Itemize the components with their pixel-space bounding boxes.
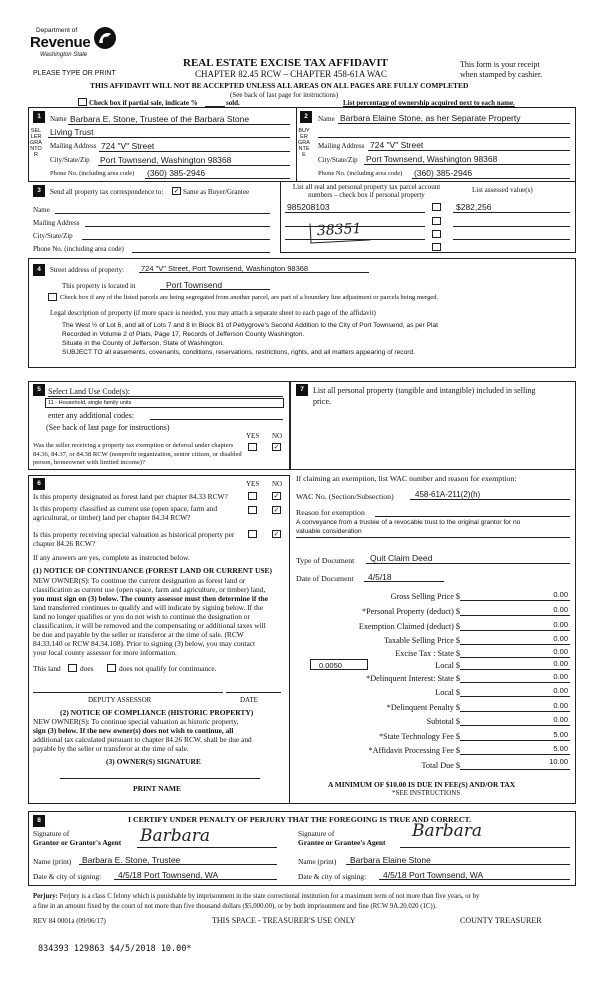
form-subtitle: CHAPTER 82.45 RCW – CHAPTER 458-61A WAC	[195, 69, 387, 79]
forest-q1-yes[interactable]	[248, 492, 257, 500]
fee-local-label: Local $	[435, 661, 460, 670]
buyer-phone-line	[412, 178, 570, 179]
does-not-label: does not qualify for continuance.	[119, 664, 217, 673]
fee-technology-label: *State Technology Fee $	[379, 732, 460, 741]
does-qualify-checkbox[interactable]	[68, 664, 77, 672]
grantee-date-label: Date & city of signing:	[298, 872, 367, 881]
perjury-text-1: Perjury is a class C felony which is punishable by imprisonment in the state correctional institution for a maximum term of not more than five years, or by	[57, 893, 480, 900]
seller-name-line-1	[68, 124, 290, 125]
parcel-number-1[interactable]: 985208103	[287, 202, 330, 212]
assessed-line-4	[453, 252, 570, 253]
wac-number[interactable]: 458-61A-211(2)(h)	[415, 490, 481, 499]
continuance-5: land no longer qualifies or you do not wish to continue the designation or	[33, 612, 250, 621]
property-street[interactable]: 724 "V" Street, Port Townsend, Washington 98368	[141, 264, 309, 273]
land-use-selected: 11 - Household, single family units	[48, 400, 132, 406]
buyer-side-label	[298, 128, 310, 178]
ownership-note: List percentage of ownership acquired next to each name.	[343, 99, 515, 107]
section-2-number: 2	[300, 111, 312, 123]
fee-processing-line	[460, 754, 570, 755]
forest-q1-no[interactable]: ✓	[273, 492, 280, 500]
seller-side-label	[30, 128, 42, 178]
doc-type[interactable]: Quit Claim Deed	[370, 553, 433, 563]
seller-mailing[interactable]: 724 "V" Street	[101, 141, 155, 151]
corr-phone-line	[132, 252, 270, 253]
grantee-sig-label-1: Signature of	[298, 829, 335, 838]
fee-exemption-line	[460, 630, 570, 631]
fee-penalty-line	[460, 711, 570, 712]
form-title: REAL ESTATE EXCISE TAX AFFIDAVIT	[183, 57, 388, 69]
compliance-2: sign (3) below. If the new owner(s) does not wish to continue, all	[33, 726, 234, 735]
fee-taxable-line	[460, 644, 570, 645]
fee-local-value[interactable]: 0.00	[553, 659, 568, 668]
parties-divider	[296, 107, 297, 182]
land-use-label-underline	[48, 396, 283, 397]
fee-personal-label: *Personal Property (deduct) $	[362, 607, 460, 616]
grantor-signature[interactable]: Barbara	[140, 826, 211, 846]
fee-state-value[interactable]: 0.00	[553, 647, 568, 656]
seller-name-2[interactable]: Living Trust	[50, 127, 94, 137]
wac-label: WAC No. (Section/Subsection)	[296, 492, 394, 501]
partial-sale-sold: sold.	[226, 99, 240, 107]
grantor-name[interactable]: Barbara E. Stone, Trustee	[82, 855, 181, 865]
exemption-no-checkbox[interactable]: ✓	[273, 443, 280, 451]
fee-exemption-label: Exemption Claimed (deduct) $	[358, 622, 460, 631]
corr-phone-label: Phone No. (including area code)	[33, 245, 124, 253]
fee-interest-state-label: *Delinquent Interest: State $	[366, 674, 460, 683]
continuance-3: you must sign on (3) below. The county assessor must then determine if the	[33, 594, 269, 603]
grantee-name-label: Name (print)	[298, 857, 337, 866]
corr-name-label: Name	[33, 206, 50, 214]
deputy-assessor-line	[33, 692, 223, 693]
treasurer-space-label: THIS SPACE - TREASURER'S USE ONLY	[212, 916, 356, 925]
fee-technology-line	[460, 740, 570, 741]
forest-q2-no[interactable]: ✓	[273, 506, 280, 514]
fee-subtotal-label: Subtotal $	[426, 717, 460, 726]
partial-sale-checkbox[interactable]	[78, 98, 87, 106]
handwritten-number-text: 38351	[316, 220, 362, 240]
grantee-name-line	[346, 864, 570, 865]
fee-interest-local-label: Local $	[435, 688, 460, 697]
forest-if-any: If any answers are yes, complete as instructed below.	[33, 553, 190, 562]
forest-yes: YES	[246, 480, 260, 488]
handwritten-number	[310, 220, 371, 243]
continuance-4: land transferred continues to qualify and will indicate by signing below. If the	[33, 603, 264, 612]
seller-name-1[interactable]: Barbara E. Stone, Trustee of the Barbara Stone	[70, 114, 250, 124]
buyer-mailing-label: Mailing Address	[318, 142, 365, 150]
doc-type-line	[366, 563, 570, 564]
continuance-6: classification, it will be removed and the compensating or additional taxes will	[33, 621, 266, 630]
grantor-sig-line	[137, 847, 277, 848]
buyer-mailing-line	[368, 150, 570, 151]
seller-phone-label: Phone No. (including area code)	[50, 170, 135, 177]
grantor-date-label: Date & city of signing:	[33, 872, 102, 881]
parcel-line-1	[285, 212, 425, 213]
assessor-date-line	[226, 692, 281, 693]
fee-total-line	[460, 769, 570, 770]
reason-text-2: valuable consideration	[296, 528, 362, 535]
deputy-assessor-label: DEPUTY ASSESSOR	[88, 696, 152, 704]
corr-mailing-line	[85, 226, 270, 227]
fee-subtotal-line	[460, 725, 570, 726]
section-1-number: 1	[33, 111, 45, 123]
assessed-line-3	[453, 239, 570, 240]
county-treasurer-label: COUNTY TREASURER	[460, 916, 542, 925]
fee-interest-local-line	[460, 696, 570, 697]
parcel-3-personal-checkbox[interactable]	[432, 230, 441, 238]
buyer-phone-label: Phone No. (including area code)	[318, 170, 403, 177]
buyer-name-label: Name	[318, 115, 335, 123]
exemption-claim-label: If claiming an exemption, list WAC number and reason for exemption:	[296, 474, 517, 483]
buyer-city-line	[364, 164, 570, 165]
legal-description-3: Situate in the County of Jefferson, State of Washington.	[62, 340, 225, 347]
land-use-select[interactable]	[45, 398, 284, 408]
compliance-1: NEW OWNER(S): To continue special valuation as historic property,	[33, 717, 239, 726]
seller-city-label: City/State/Zip	[50, 156, 90, 164]
seller-mailing-line	[99, 151, 290, 152]
property-street-line	[139, 272, 369, 273]
perjury-label: Perjury:	[33, 893, 58, 900]
buyer-city-label: City/State/Zip	[318, 156, 358, 164]
perjury-text-2: a fine in an amount fixed by the court of not more than five thousand dollars ($5,000.00), or by both imprisonment and fine (RCW 9A.20.020 (1C)).	[33, 903, 437, 910]
grantor-sig-label-1: Signature of	[33, 829, 70, 838]
fee-subtotal-value[interactable]: 0.00	[553, 715, 568, 724]
forest-no: NO	[272, 480, 283, 488]
local-rate: 0.0050	[319, 661, 342, 670]
grantor-date-line	[114, 879, 277, 880]
fee-penalty-label: *Delinquent Penalty $	[386, 703, 460, 712]
legal-description-label: Legal description of property (if more space is needed, you may attach a separate sheet to each page of the affidavit)	[50, 309, 376, 317]
corr-name-line	[55, 213, 270, 214]
assessed-line-1	[453, 212, 570, 213]
assessor-date-label: DATE	[240, 696, 258, 704]
grantee-sig-line	[400, 847, 570, 848]
section-3-number: 3	[33, 185, 45, 197]
doc-date-label: Date of Document	[296, 574, 354, 583]
forest-q2: Is this property classified as current use (open space, farm and agricultural, or timber) land per chapter 84.34 RCW?	[33, 504, 218, 522]
fee-personal-value[interactable]: 0.00	[553, 605, 568, 614]
exemption-question: Was the seller receiving a property tax exemption or deferral under chapters 84.36, 84.37, or 84.38 RCW (nonprofit organization, senior citizen, or disabled person, homeowner with limited income)?	[33, 442, 242, 466]
buyer-name-line-1	[338, 123, 570, 124]
see-back-note: (See back of last page for instructions)	[230, 91, 339, 99]
continuance-2: classification as current use (open space, farm and agriculture, or timber) land,	[33, 585, 266, 594]
grantee-date-line	[379, 879, 570, 880]
parcel-2-personal-checkbox[interactable]	[432, 217, 441, 225]
legal-description-2: Recorded in Volume 2 of Plats, Page 17, Records of Jefferson County Washington.	[62, 331, 305, 338]
send-correspondence-label: Send all property tax correspondence to:	[50, 188, 164, 196]
buyer-name-line-2	[318, 137, 570, 138]
parcels-header: List all real and personal property tax parcel account numbers – check box if personal property	[292, 183, 441, 199]
fee-state-label: Excise Tax : State $	[395, 649, 460, 658]
certify-statement: I CERTIFY UNDER PENALTY OF PERJURY THAT THE FOREGOING IS TRUE AND CORRECT.	[128, 815, 472, 824]
fee-taxable-label: Taxable Selling Price $	[383, 636, 460, 645]
print-name-label: PRINT NAME	[133, 784, 181, 793]
grantor-name-label: Name (print)	[33, 857, 72, 866]
buyer-name-1[interactable]: Barbara Elaine Stone, as her Separate Property	[340, 113, 521, 123]
assessed-value-1[interactable]: $282,256	[456, 202, 492, 212]
form-revision: REV 84 0001a (09/06/17)	[33, 917, 106, 925]
segregated-checkbox[interactable]	[48, 293, 57, 301]
owner-signature-line	[60, 778, 260, 779]
fee-personal-line	[460, 615, 570, 616]
seller-phone-line	[145, 178, 290, 179]
please-type-note: PLEASE TYPE OR PRINT	[33, 70, 116, 77]
located-label: This property is located in	[62, 282, 136, 290]
parcel-line-4	[285, 252, 425, 253]
owner-signature-label: (3) OWNER(S) SIGNATURE	[106, 757, 201, 766]
compliance-title: (2) NOTICE OF COMPLIANCE (HISTORIC PROPERTY)	[60, 708, 254, 717]
doc-date[interactable]: 4/5/18	[368, 572, 392, 582]
land-use-label: Select Land Use Code(s):	[48, 387, 130, 396]
agency-line-1: Department of	[36, 27, 78, 34]
fee-interest-local-value[interactable]: 0.00	[553, 686, 568, 695]
same-as-buyer-label: Same as Buyer/Grantee	[183, 188, 250, 196]
land-use-no: NO	[272, 432, 283, 440]
legal-description-1: The West ½ of Lot 6, and all of Lots 7 and 8 in Block 81 of Pettygrove's Second Addition to the City of Port Townsend, as per Plat	[62, 322, 438, 329]
fee-total-value[interactable]: 10.00	[549, 757, 568, 766]
fee-exemption-value[interactable]: 0.00	[553, 620, 568, 629]
parcel-line-3	[285, 239, 425, 240]
personal-property-text-1: List all personal property (tangible and intangible) included in selling	[313, 386, 536, 395]
this-land-label: This land	[33, 664, 61, 673]
fee-processing-value[interactable]: 5.00	[553, 744, 568, 753]
forest-q1: Is this property designated as forest land per chapter 84.33 RCW?	[33, 492, 228, 501]
parcel-4-personal-checkbox[interactable]	[432, 243, 441, 251]
reason-line	[375, 516, 570, 517]
grantee-signature[interactable]: Barbara	[412, 821, 483, 841]
fee-total-label: Total Due $	[421, 761, 460, 770]
assessed-line-2	[453, 226, 570, 227]
fee-interest-state-line	[460, 682, 570, 683]
fee-interest-state-value[interactable]: 0.00	[553, 672, 568, 681]
buyer-phone[interactable]: (360) 385-2946	[414, 168, 473, 178]
land-use-yes: YES	[246, 432, 260, 440]
see-instructions-note: *SEE INSTRUCTIONS	[392, 789, 461, 797]
minimum-note: A MINIMUM OF $10.00 IS DUE IN FEE(S) AND/OR TAX	[328, 780, 516, 789]
grantee-date[interactable]: 4/5/18 Port Townsend, WA	[383, 870, 484, 880]
agency-line-2: Revenue	[30, 34, 91, 51]
section-8-number: 8	[33, 815, 45, 827]
forest-q3-yes[interactable]	[248, 530, 257, 538]
legal-description-4: SUBJECT TO all easements, covenants, conditions, reservations, restrictions, rights, and all matters appearing of record.	[62, 349, 415, 356]
corr-city-label: City/State/Zip	[33, 232, 73, 240]
property-located[interactable]: Port Townsend	[166, 280, 223, 290]
reason-text-1: A conveyance from a trustee of a revocable trust to the original grantor for no	[296, 519, 521, 526]
buyer-side-text: BUYER GRANTEE	[298, 128, 310, 158]
seller-name-label: Name	[50, 115, 67, 123]
cashier-stamp: 834393 129863 $4/5/2018 10.00*	[38, 944, 192, 954]
forest-q3: Is this property receiving special valuation as historical property per chapter 84.26 RCW?	[33, 530, 235, 548]
seller-side-text: SELLER GRANTOR	[30, 128, 42, 158]
grantee-sig-label-2: Grantee or Grantee's Agent	[298, 838, 386, 847]
corr-mailing-label: Mailing Address	[33, 219, 80, 227]
fee-gross-value[interactable]: 0.00	[553, 590, 568, 599]
fee-gross-line	[460, 600, 570, 601]
buyer-city[interactable]: Port Townsend, Washington 98368	[366, 154, 498, 164]
fee-technology-value[interactable]: 5.00	[553, 730, 568, 739]
personal-property-text-2: price.	[313, 397, 331, 406]
continuance-7: be due and payable by the seller or transferor at the time of sale. (RCW	[33, 630, 244, 639]
same-as-buyer-checkbox[interactable]: ✓	[173, 187, 180, 195]
fee-penalty-value[interactable]: 0.00	[553, 701, 568, 710]
compliance-3: additional tax calculated pursuant to chapter 84.26 RCW, shall be due and	[33, 735, 252, 744]
fee-local-line	[460, 669, 570, 670]
does-label: does	[80, 664, 94, 673]
street-address-label: Street address of property:	[50, 266, 125, 274]
continuance-title: (1) NOTICE OF CONTINUANCE (FOREST LAND OR CURRENT USE)	[33, 566, 273, 575]
partial-sale-label: Check box if partial sale, indicate %	[89, 99, 198, 107]
compliance-4: payable by the seller or transferor at the time of sale.	[33, 744, 189, 753]
fee-taxable-value[interactable]: 0.00	[553, 634, 568, 643]
continuance-8: 84.33.140 or RCW 84.34.108). Prior to signing (3) below, you may contact	[33, 639, 256, 648]
receipt-note-1: This form is your receipt	[460, 60, 540, 69]
additional-codes-line	[150, 419, 283, 420]
seller-name-line-2	[48, 137, 290, 138]
grantor-date[interactable]: 4/5/18 Port Townsend, WA	[118, 870, 219, 880]
corr-city-line	[82, 239, 270, 240]
grantor-sig-label-2: Grantor or Grantor's Agent	[33, 838, 122, 847]
doc-type-label: Type of Document	[296, 556, 355, 565]
seller-city-line	[98, 165, 290, 166]
additional-codes-label: enter any additional codes:	[48, 411, 134, 420]
forest-q3-no[interactable]: ✓	[273, 530, 280, 538]
fee-state-line	[460, 657, 570, 658]
continuance-9: your local county assessor for more information.	[33, 648, 177, 657]
does-not-qualify-checkbox[interactable]	[107, 664, 116, 672]
reason-label: Reason for exemption	[296, 508, 365, 517]
perjury-text-1-wrap	[33, 893, 479, 900]
land-use-see-back: (See back of last page for instructions)	[46, 423, 170, 432]
property-located-line	[160, 289, 270, 290]
seller-mailing-label: Mailing Address	[50, 142, 97, 150]
exemption-yes-checkbox[interactable]	[248, 443, 257, 451]
agency-line-3: Washington State	[40, 52, 88, 58]
receipt-note-2: when stamped by cashier.	[460, 70, 543, 79]
doc-date-line	[364, 581, 444, 582]
grantor-name-line	[79, 864, 277, 865]
revenue-logo-icon	[92, 25, 118, 51]
form-warning: THIS AFFIDAVIT WILL NOT BE ACCEPTED UNLESS ALL AREAS ON ALL PAGES ARE FULLY COMPLETED	[90, 81, 469, 90]
assessed-header: List assessed value(s)	[472, 186, 533, 194]
fee-processing-label: *Affidavit Processing Fee $	[368, 746, 460, 755]
buyer-mailing[interactable]: 724 "V" Street	[370, 140, 424, 150]
section-6-number: 6	[33, 478, 45, 490]
section-5-number: 5	[33, 384, 45, 396]
section-7-number: 7	[296, 384, 308, 396]
agency-logo	[30, 25, 125, 65]
grantee-name[interactable]: Barbara Elaine Stone	[350, 855, 431, 865]
continuance-1: NEW OWNER(S): To continue the current designation as forest land or	[33, 576, 246, 585]
parcel-1-personal-checkbox[interactable]	[432, 203, 441, 211]
wac-line	[410, 499, 570, 500]
seller-phone[interactable]: (360) 385-2946	[147, 168, 206, 178]
forest-q2-yes[interactable]	[248, 506, 257, 514]
segregated-note: Check box if any of the listed parcels are being segregated from another parcel, are part of a boundary line adjustment or parcels being merged.	[60, 294, 439, 301]
reason-line-2	[296, 537, 570, 538]
section-4-number: 4	[33, 264, 45, 276]
seller-city[interactable]: Port Townsend, Washington 98368	[100, 155, 232, 165]
fee-gross-label: Gross Selling Price $	[390, 592, 460, 601]
